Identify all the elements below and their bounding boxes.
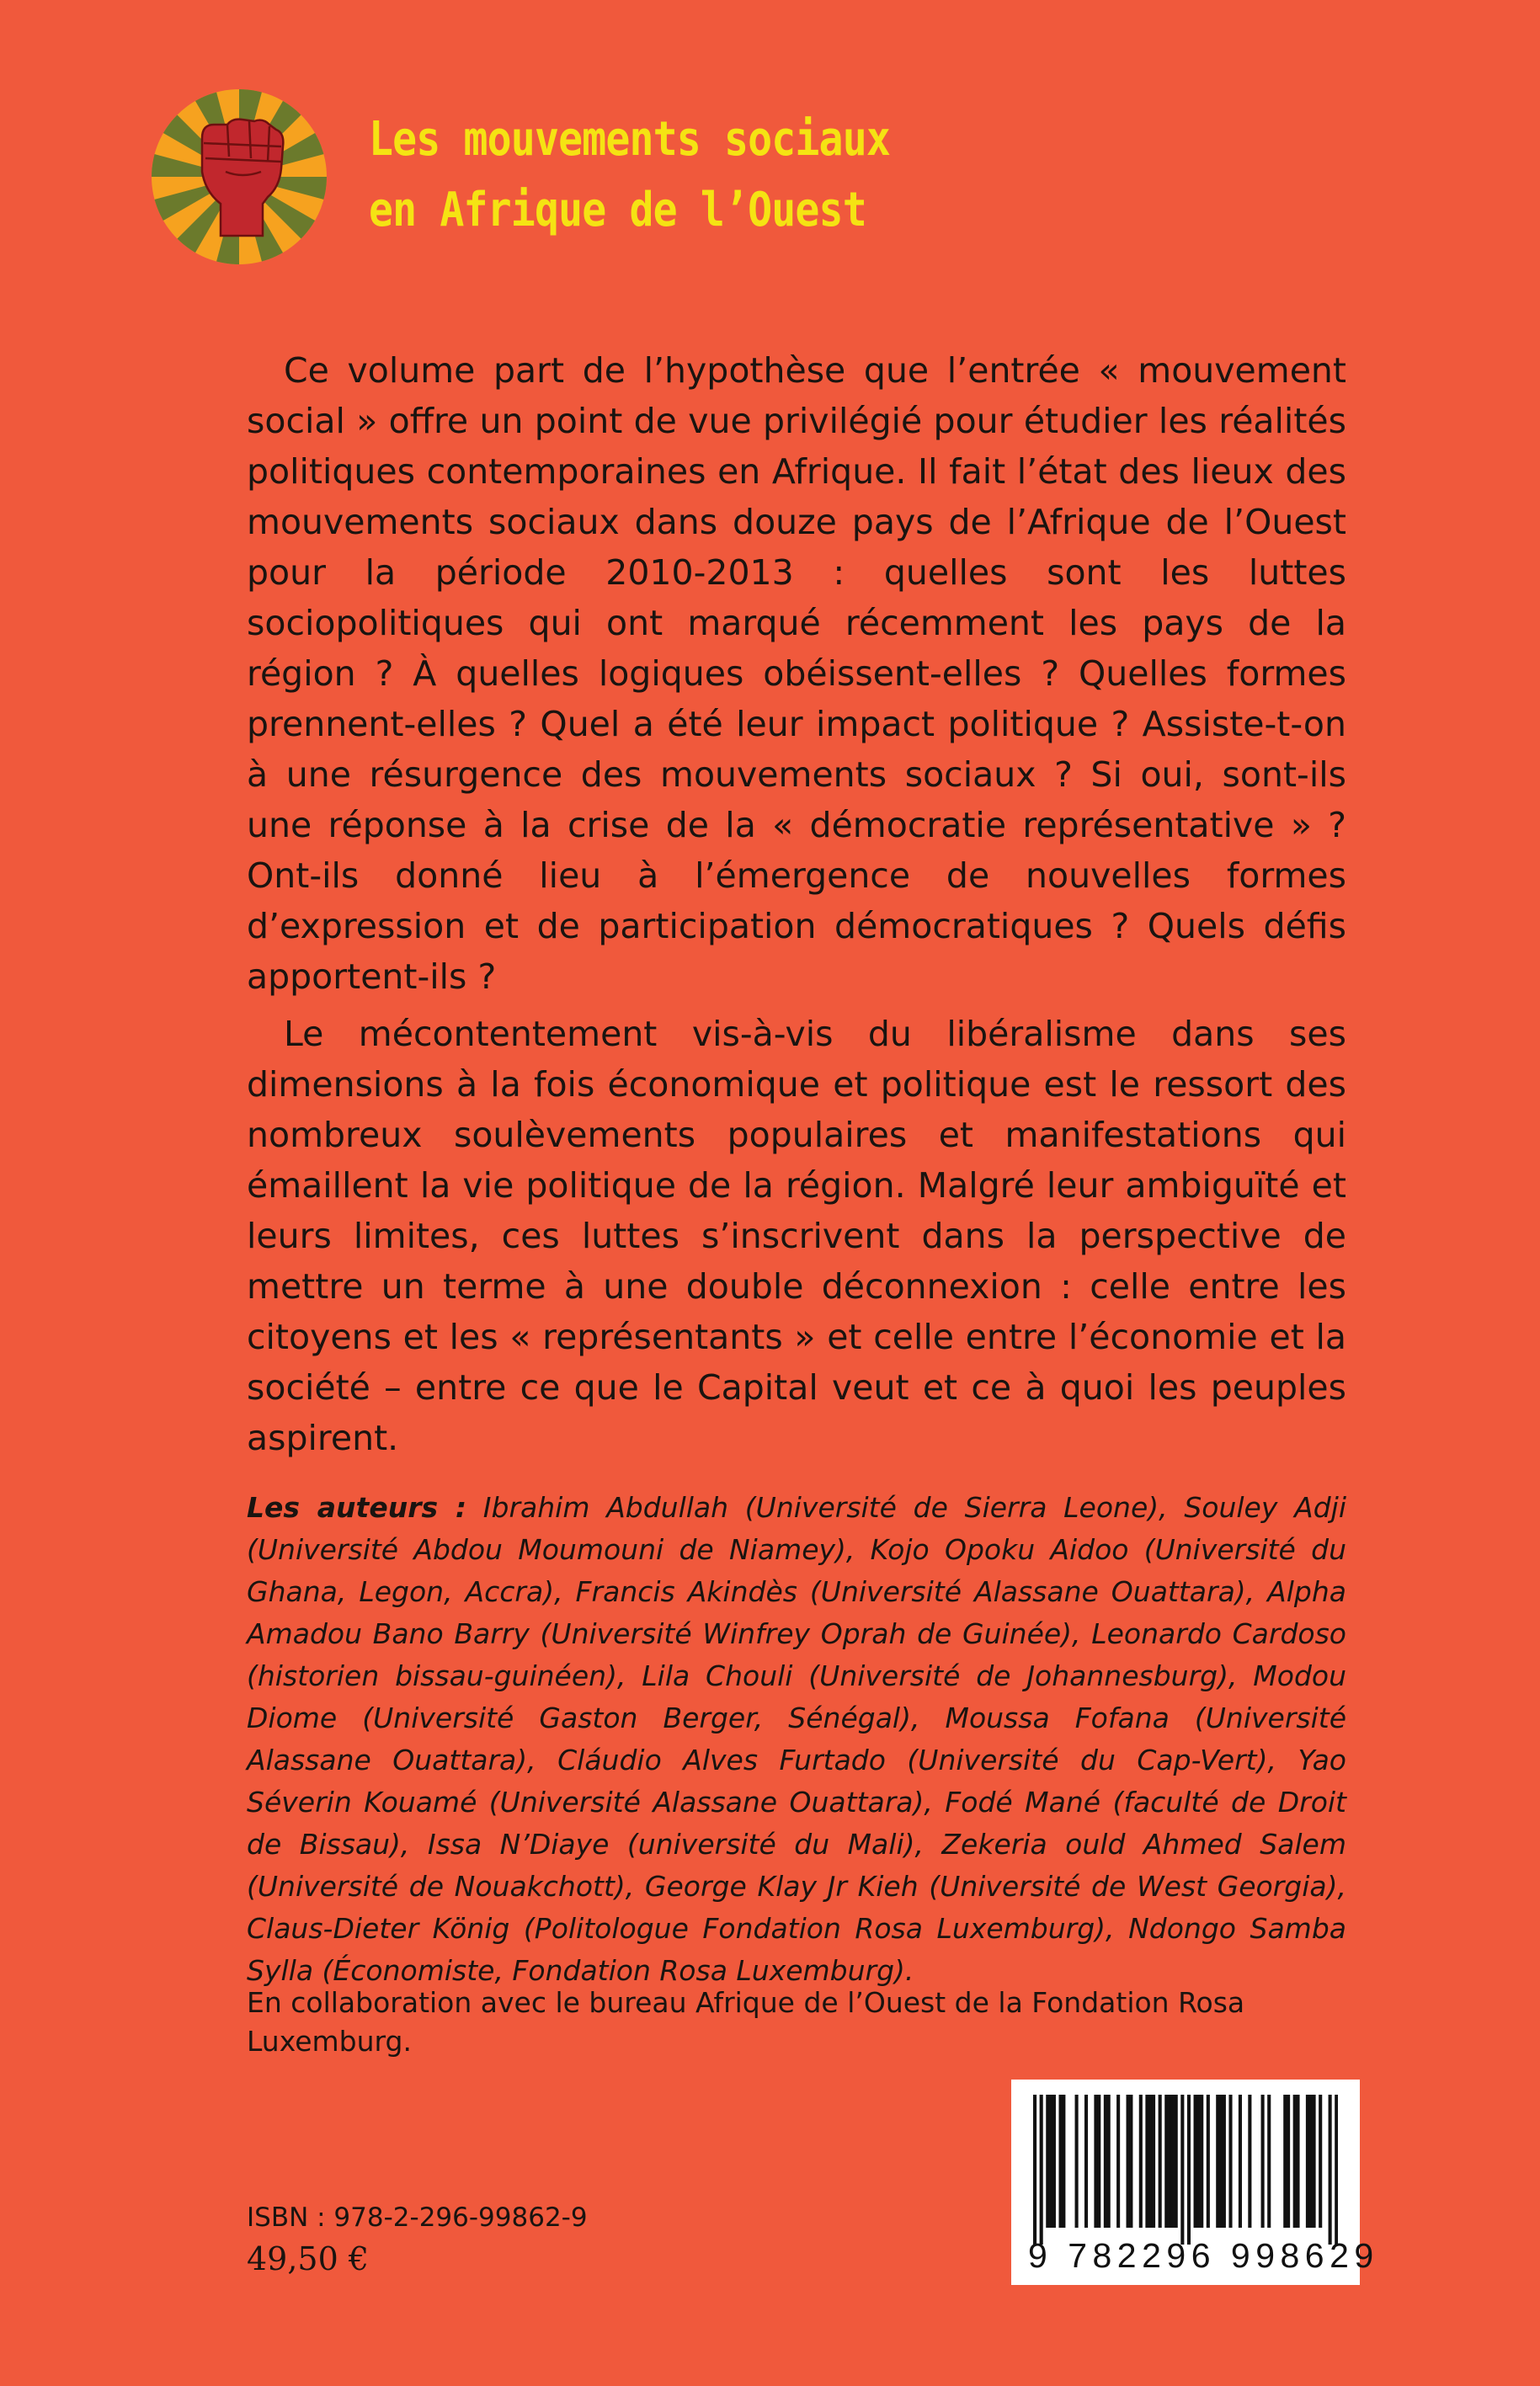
barcode-bar [1058, 2095, 1062, 2228]
price-text: 49,50 € [247, 2240, 370, 2277]
barcode-bar [1107, 2095, 1111, 2228]
authors-label: Les auteurs : [247, 1491, 467, 1524]
barcode-bar [1296, 2095, 1299, 2228]
barcode-bar [1040, 2095, 1043, 2245]
barcode-bar [1194, 2095, 1197, 2228]
barcode [1011, 2080, 1379, 2285]
barcode-bar [1129, 2095, 1132, 2228]
barcode-bar [1219, 2095, 1223, 2228]
barcode-bar [1148, 2095, 1152, 2228]
barcode-bar [1049, 2095, 1052, 2228]
barcode-bar [1293, 2095, 1297, 2228]
barcode-bar [1287, 2095, 1290, 2228]
barcode-bar [1329, 2095, 1332, 2245]
collaboration-note: En collaboration avec le bureau Afrique de l’Ouest de la Fondation Rosa Luxemburg. [247, 1986, 1245, 2058]
summary-paragraph-2: Le mécontentement vis-à-vis du libéralisme dans ses dimensions à la fois économique et politique est le ressort des nombreux soulèvements populaires et manifestations qui émaillent la vie politique de la région. Malgré leur ambiguïté et leurs limites, ces luttes s’inscrivent dans la perspective de mettre un terme à une double déconnexion : celle entre les citoyens et les « représentants » et celle entre l’économie et la société – entre ce que le Capital veut et ce à quoi les peuples aspirent. [247, 1014, 1346, 1458]
authors-list: Ibrahim Abdullah (Université de Sierra Leone), Souley Adji (Université Abdou Moumouni de Niamey), Kojo Opoku Aidoo (Université du Ghana, Legon, Accra), Francis Akindès (Université Alassane Ouattara), Alpha Amadou Bano Barry (Université Winfrey Oprah de Guinée), Leonardo Cardoso (historien bissau-guinéen), Lila Chouli (Université de Johannesburg), Modou Diome (Université Gaston Berger, Sénégal), Moussa Fofana (Université Alassane Ouattara), Cláudio Alves Furtado (Université du Cap-Vert), Yao Séverin Kouamé (Université Alassane Ouattara), Fodé Mané (faculté de Droit de Bissau), Issa N’Diaye (université du Mali), Zekeria ould Ahmed Salem (Université de Nouakchott), George Klay Jr Kieh (Université de West Georgia), Claus-Dieter König (Politologue Fondation Rosa Luxemburg), Ndongo Samba Sylla (Économiste, Fondation Rosa Luxemburg). [247, 1491, 1346, 1987]
barcode-bar [1094, 2095, 1097, 2228]
barcode-bar [1223, 2095, 1226, 2228]
barcode-bar [1152, 2095, 1155, 2228]
barcode-bar [1097, 2095, 1100, 2228]
barcode-bar [1248, 2095, 1251, 2228]
barcode-bar [1062, 2095, 1065, 2228]
barcode-bar [1175, 2095, 1178, 2228]
barcode-bar [1159, 2095, 1162, 2228]
book-title-line-1: Les mouvements sociaux [369, 112, 890, 167]
book-title [369, 104, 890, 246]
barcode-bar [1267, 2095, 1271, 2228]
barcode-bar [1084, 2095, 1088, 2228]
barcode-bar [1207, 2095, 1210, 2228]
book-title-line-2: en Afrique de l’Ouest [369, 183, 866, 237]
barcode-bar [1200, 2095, 1203, 2228]
barcode-bar [1145, 2095, 1148, 2228]
barcode-bar [1283, 2095, 1287, 2228]
barcode-bar [1228, 2095, 1232, 2228]
barcode-bar [1335, 2095, 1338, 2245]
summary-paragraph-1: Ce volume part de l’hypothèse que l’entrée « mouvement social » offre un point de vue privilégié pour étudier les réalités politiques contemporaines en Afrique. Il fait l’état des lieux des mouvements sociaux dans douze pays de l’Afrique de l’Ouest pour la période 2010-2013 : quelles sont les luttes sociopolitiques qui ont marqué récemment les pays de la région ? À quelles logiques obéissent-elles ? Quelles formes prennent-elles ? Quel a été leur impact politique ? Assiste-t-on à une résurgence des mouvements sociaux ? Si oui, sont-ils une réponse à la crise de la « démocratie représentative » ? Ont-ils donné lieu à l’émergence de nouvelles formes d’expression et de participation démocratiques ? Quels défis apportent-ils ? [247, 350, 1346, 997]
barcode-bar [1164, 2095, 1168, 2228]
barcode-bar [1180, 2095, 1184, 2245]
summary-text [247, 345, 1346, 1463]
barcode-bar [1306, 2095, 1309, 2228]
barcode-bar [1261, 2095, 1265, 2228]
barcode-bar [1168, 2095, 1171, 2228]
barcode-bar [1216, 2095, 1219, 2228]
barcode-bars-icon [1033, 2095, 1338, 2245]
barcode-bar [1319, 2095, 1322, 2228]
barcode-bar [1196, 2095, 1200, 2228]
barcode-bar [1075, 2095, 1079, 2228]
barcode-bar [1116, 2095, 1120, 2228]
barcode-bar [1104, 2095, 1107, 2228]
raised-fist-logo-icon [150, 88, 328, 266]
barcode-bar [1309, 2095, 1313, 2228]
isbn-text: ISBN : 978-2-296-99862-9 [247, 2202, 588, 2233]
barcode-bar [1127, 2095, 1130, 2228]
barcode-bar [1052, 2095, 1056, 2228]
authors-section [247, 1487, 1346, 1992]
barcode-bar [1313, 2095, 1316, 2228]
barcode-bar [1033, 2095, 1036, 2245]
barcode-bar [1171, 2095, 1175, 2228]
barcode-bar [1046, 2095, 1049, 2228]
barcode-bar [1239, 2095, 1242, 2228]
barcode-digits: 9 782296 998629 [1028, 2236, 1379, 2275]
barcode-bar [1139, 2095, 1143, 2228]
barcode-bar [1187, 2095, 1191, 2245]
